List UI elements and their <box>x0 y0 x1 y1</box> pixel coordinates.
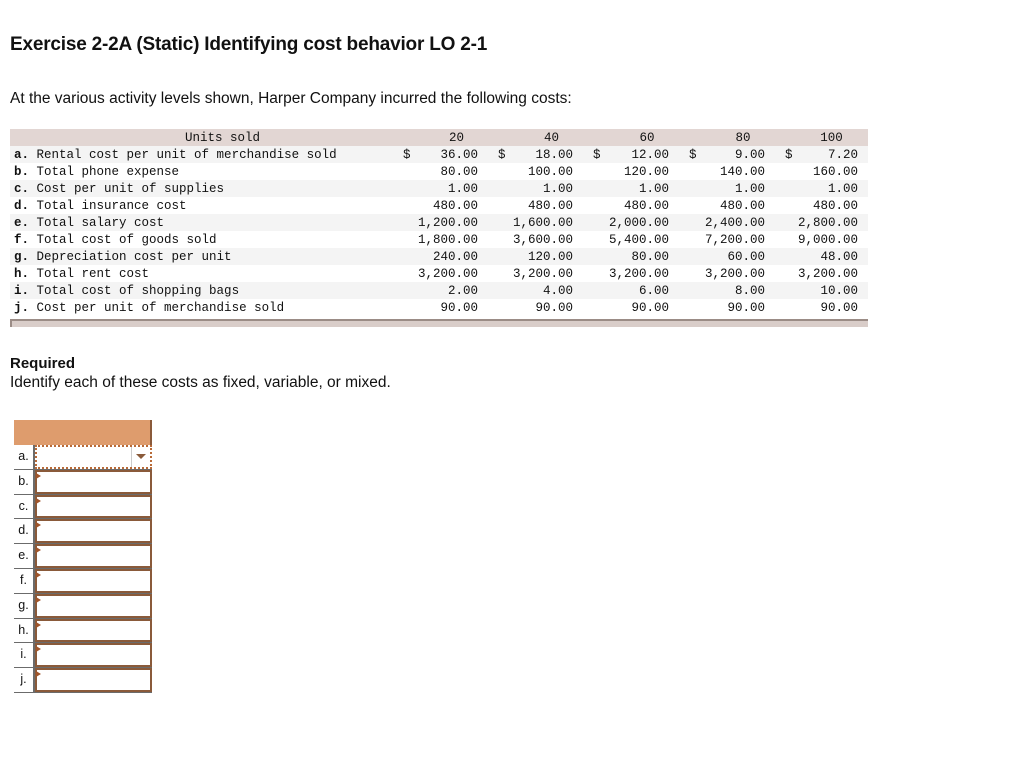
row-letter: g. <box>14 249 30 264</box>
value-text: 160.00 <box>812 164 858 179</box>
cost-value <box>395 180 490 197</box>
cost-label <box>10 214 395 231</box>
value-text: 1.00 <box>447 181 478 196</box>
row-label: Total cost of goods sold <box>36 232 217 247</box>
cost-value <box>777 282 868 299</box>
cost-value <box>777 299 868 316</box>
row-letter: a. <box>14 147 30 162</box>
value-text: 90.00 <box>535 300 573 315</box>
cost-value <box>585 146 681 163</box>
answer-row <box>14 619 152 644</box>
value-text: 240.00 <box>432 249 478 264</box>
value-text: 90.00 <box>631 300 669 315</box>
row-label: Depreciation cost per unit <box>36 249 232 264</box>
answer-row <box>14 643 152 668</box>
value-text: 2,000.00 <box>608 215 669 230</box>
cost-value <box>490 231 585 248</box>
cost-value <box>585 197 681 214</box>
currency-symbol: $ <box>785 147 793 162</box>
value-text: 1,200.00 <box>417 215 478 230</box>
table-row <box>10 146 868 163</box>
cost-value <box>585 231 681 248</box>
value-text: 1.00 <box>827 181 858 196</box>
cost-behavior-select[interactable] <box>35 619 152 643</box>
cost-value <box>585 265 681 282</box>
column-header: 60 <box>585 129 681 146</box>
cost-label <box>10 180 395 197</box>
cost-behavior-select[interactable] <box>35 544 152 568</box>
answer-row <box>14 569 152 594</box>
page-title: Exercise 2-2A (Static) Identifying cost behavior LO 2-1 <box>10 34 488 55</box>
required-heading: Required <box>10 355 76 372</box>
cost-value <box>490 180 585 197</box>
answer-row-letter: b. <box>14 470 35 494</box>
currency-symbol: $ <box>593 147 601 162</box>
cost-value <box>490 146 585 163</box>
row-label: Total phone expense <box>36 164 180 179</box>
table-row <box>10 231 868 248</box>
cost-value <box>490 163 585 180</box>
row-label: Cost per unit of supplies <box>36 181 225 196</box>
row-label: Total rent cost <box>36 266 150 281</box>
cost-value <box>395 146 490 163</box>
value-text: 2,800.00 <box>797 215 858 230</box>
cost-value <box>777 231 868 248</box>
cost-value <box>490 214 585 231</box>
value-text: 2,400.00 <box>704 215 765 230</box>
row-label: Total cost of shopping bags <box>36 283 240 298</box>
value-text: 140.00 <box>719 164 765 179</box>
table-row <box>10 265 868 282</box>
value-text: 480.00 <box>623 198 669 213</box>
cost-value <box>777 248 868 265</box>
cost-value <box>681 214 777 231</box>
value-text: 48.00 <box>820 249 858 264</box>
table-row <box>10 197 868 214</box>
value-text: 1.00 <box>734 181 765 196</box>
cost-value <box>585 214 681 231</box>
table-row <box>10 248 868 265</box>
intro-text: At the various activity levels shown, Harper Company incurred the following costs: <box>10 90 572 107</box>
column-header: 100 <box>777 129 868 146</box>
answer-row <box>14 470 152 495</box>
table-row <box>10 299 868 316</box>
value-text: 120.00 <box>527 249 573 264</box>
currency-symbol: $ <box>689 147 697 162</box>
table-row <box>10 282 868 299</box>
value-text: 18.00 <box>535 147 573 162</box>
cost-value <box>681 146 777 163</box>
value-text: 1,800.00 <box>417 232 478 247</box>
value-text: 60.00 <box>727 249 765 264</box>
cost-behavior-select[interactable] <box>35 643 152 667</box>
value-text: 80.00 <box>631 249 669 264</box>
cost-value <box>490 265 585 282</box>
cost-value <box>681 231 777 248</box>
value-text: 3,200.00 <box>512 266 573 281</box>
currency-symbol: $ <box>403 147 411 162</box>
cost-value <box>585 248 681 265</box>
column-header: 80 <box>681 129 777 146</box>
cost-value <box>585 282 681 299</box>
value-text: 4.00 <box>542 283 573 298</box>
cost-label <box>10 197 395 214</box>
cost-value <box>777 197 868 214</box>
cost-behavior-select[interactable] <box>35 569 152 593</box>
column-header: 40 <box>490 129 585 146</box>
cost-behavior-select[interactable] <box>35 519 152 543</box>
value-text: 3,200.00 <box>417 266 478 281</box>
cost-behavior-select[interactable] <box>35 470 152 494</box>
row-label: Rental cost per unit of merchandise sold <box>36 147 337 162</box>
cost-value <box>585 163 681 180</box>
value-text: 6.00 <box>638 283 669 298</box>
value-text: 480.00 <box>527 198 573 213</box>
value-text: 12.00 <box>631 147 669 162</box>
value-text: 90.00 <box>440 300 478 315</box>
cost-value <box>777 163 868 180</box>
cost-behavior-select[interactable] <box>35 594 152 618</box>
cost-behavior-select[interactable] <box>35 495 152 519</box>
answer-row <box>14 594 152 619</box>
value-text: 7,200.00 <box>704 232 765 247</box>
table-row <box>10 214 868 231</box>
value-text: 1.00 <box>638 181 669 196</box>
cost-label <box>10 248 395 265</box>
value-text: 3,200.00 <box>704 266 765 281</box>
cost-value <box>777 265 868 282</box>
value-text: 5,400.00 <box>608 232 669 247</box>
table-row <box>10 163 868 180</box>
answer-row-letter: c. <box>14 495 35 519</box>
cost-label <box>10 146 395 163</box>
cost-value <box>490 299 585 316</box>
cost-value <box>395 214 490 231</box>
required-instructions: Identify each of these costs as fixed, variable, or mixed. <box>10 374 391 391</box>
cost-value <box>490 197 585 214</box>
answer-row-letter: g. <box>14 594 35 618</box>
cost-value <box>681 299 777 316</box>
answer-row-letter: a. <box>14 445 35 469</box>
row-letter: e. <box>14 215 30 230</box>
value-text: 3,200.00 <box>608 266 669 281</box>
value-text: 80.00 <box>440 164 478 179</box>
cost-value <box>395 197 490 214</box>
cost-behavior-select[interactable] <box>35 445 152 469</box>
row-letter: b. <box>14 164 30 179</box>
value-text: 2.00 <box>447 283 478 298</box>
cost-value <box>395 248 490 265</box>
cost-value <box>777 146 868 163</box>
cost-value <box>490 282 585 299</box>
value-text: 3,600.00 <box>512 232 573 247</box>
value-text: 480.00 <box>812 198 858 213</box>
answer-row <box>14 668 152 693</box>
cost-value <box>395 231 490 248</box>
answer-row-letter: f. <box>14 569 35 593</box>
answer-grid-header <box>14 420 152 445</box>
row-letter: f. <box>14 232 30 247</box>
row-letter: d. <box>14 198 30 213</box>
value-text: 100.00 <box>527 164 573 179</box>
cost-value <box>490 248 585 265</box>
cost-label <box>10 265 395 282</box>
dropdown-arrow-icon[interactable] <box>132 447 150 467</box>
value-text: 3,200.00 <box>797 266 858 281</box>
table-row <box>10 180 868 197</box>
value-text: 7.20 <box>827 147 858 162</box>
cost-label <box>10 299 395 316</box>
answer-row <box>14 495 152 520</box>
answer-row-letter: j. <box>14 668 35 692</box>
cost-table <box>10 129 868 316</box>
cost-value <box>681 197 777 214</box>
value-text: 1.00 <box>542 181 573 196</box>
value-text: 480.00 <box>432 198 478 213</box>
units-sold-header: Units sold <box>10 129 395 146</box>
value-text: 10.00 <box>820 283 858 298</box>
cost-value <box>681 163 777 180</box>
row-letter: j. <box>14 300 30 315</box>
answer-row-letter: i. <box>14 643 35 667</box>
cost-value <box>681 282 777 299</box>
cost-value <box>395 282 490 299</box>
cost-value <box>395 163 490 180</box>
table-header-row <box>10 129 868 146</box>
row-label: Cost per unit of merchandise sold <box>36 300 285 315</box>
answer-row-letter: e. <box>14 544 35 568</box>
value-text: 120.00 <box>623 164 669 179</box>
answer-row-letter: h. <box>14 619 35 643</box>
cost-label <box>10 282 395 299</box>
answer-row <box>14 519 152 544</box>
cost-label <box>10 163 395 180</box>
cost-value <box>395 299 490 316</box>
value-text: 9.00 <box>734 147 765 162</box>
value-text: 36.00 <box>440 147 478 162</box>
row-label: Total insurance cost <box>36 198 187 213</box>
answer-row <box>14 445 152 470</box>
cost-value <box>395 265 490 282</box>
cost-value <box>585 180 681 197</box>
cost-value <box>681 265 777 282</box>
column-header: 20 <box>395 129 490 146</box>
cost-value <box>777 180 868 197</box>
row-letter: i. <box>14 283 30 298</box>
answer-row <box>14 544 152 569</box>
row-letter: c. <box>14 181 30 196</box>
cost-value <box>681 248 777 265</box>
value-text: 1,600.00 <box>512 215 573 230</box>
select-value[interactable] <box>37 447 132 467</box>
value-text: 90.00 <box>727 300 765 315</box>
answer-row-letter: d. <box>14 519 35 543</box>
value-text: 90.00 <box>820 300 858 315</box>
cost-behavior-select[interactable] <box>35 668 152 692</box>
table-footer-bar <box>10 319 868 327</box>
value-text: 480.00 <box>719 198 765 213</box>
cost-value <box>585 299 681 316</box>
answer-grid <box>14 420 152 693</box>
cost-value <box>777 214 868 231</box>
value-text: 8.00 <box>734 283 765 298</box>
row-label: Total salary cost <box>36 215 165 230</box>
cost-value <box>681 180 777 197</box>
value-text: 9,000.00 <box>797 232 858 247</box>
cost-label <box>10 231 395 248</box>
currency-symbol: $ <box>498 147 506 162</box>
row-letter: h. <box>14 266 30 281</box>
